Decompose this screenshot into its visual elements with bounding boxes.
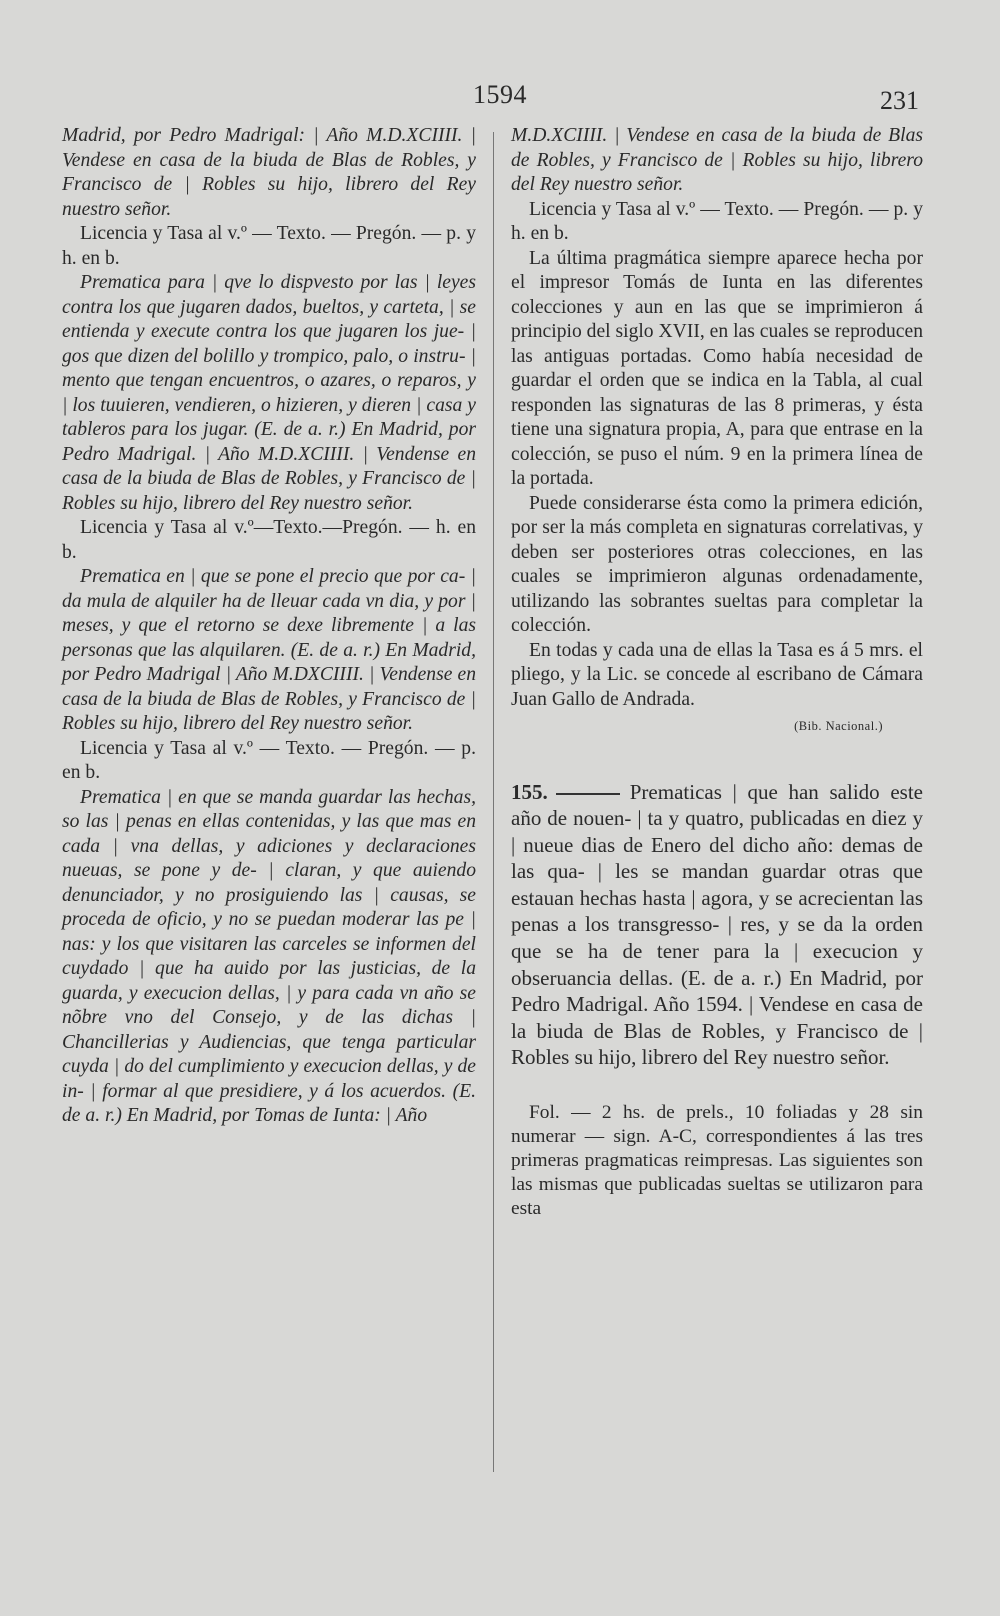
paragraph-folio-note: Fol. — 2 hs. de prels., 10 foliadas y 28 sin numerar — sign. A-C, correspondientes á las tres primeras pragmaticas reimpresas. Las siguientes son las mismas que publicadas sueltas se utilizaron para esta — [511, 1102, 923, 1220]
paragraph-license: Licencia y Tasa al v.º—Texto.—Pregón. — h. en b. — [62, 517, 476, 563]
right-column — [511, 124, 923, 1221]
paragraph-prematica-mula: Prematica en | que se pone el precio que por ca- | da mula de alquiler ha de lleuar cada vn dia, y por | meses, y que el retorno se dexe libremente | a las personas que las alquilaren. (E. de a. r.) En Madrid, por Pedro Madrigal | Año M.DXCIIII. | Vendense en casa de la biuda de Blas de Robles, y Francisco de | Robles su hijo, librero del Rey nuestro señor. — [62, 566, 476, 734]
paragraph-license: Licencia y Tasa al v.º — Texto. — Pregón. — p. en b. — [62, 737, 476, 783]
entry-text: Prematicas | que han salido este año de nouen- | ta y quatro, publicadas en diez y | nueue dias de Enero del dicho año: demas de las qua- | les se mandan guardar otras que estauan hechas hasta | agora, y se acrecientan las penas a los transgresso- | res, y se da la orden que se ha de tener para la | execucion y obseruancia dellas. (E. de a. r.) En Madrid, por Pedro Madrigal. Año 1594. | Vendese en casa de la biuda de Blas de Robles, y Francisco de | Robles su hijo, librero del Rey nuestro señor. — [511, 779, 923, 1070]
paragraph-entry-continuation: M.D.XCIIII. | Vendese en casa de la biuda de Blas de Robles, y Francisco de | Robles su hijo, librero del Rey nuestro señor. — [511, 125, 923, 195]
paragraph-note: En todas y cada una de ellas la Tasa es á 5 mrs. el pliego, y la Lic. se concede al escribano de Cámara Juan Gallo de Andrada. — [511, 639, 923, 710]
paragraph-prematica-guardar: Prematica | en que se manda guardar las hechas, so las | penas en ellas contenidas, y las que mas en cada | vna dellas, y adiciones y declaraciones nueuas, se pone y de- | claran, y que auiendo denunciador, y no prosiguiendo las | causas, se proceda de oficio, y no se puedan moderar las pe | nas: y los que visitaren las carceles se informen del cuydado | que ha auido por las justicias, de la guarda, y execucion dellas, | y para cada vn año se nõbre vno del Consejo, y de las dichas | Chancillerias y Audiencias, que tenga particular cuyda | do del cumplimiento y execucion dellas, y de in- | formar al que presidiere, y á los acuerdos. (E. de a. r.) En Madrid, por Tomas de Iunta: | Año — [62, 786, 476, 1126]
paragraph-note: Puede considerarse ésta como la primera edición, por ser la más completa en signaturas correlativas, y deben ser posteriores otras colecciones, en las cuales se imprimieron algunas ordenadamente, utilizando las sobrantes sueltas para completar la colección. — [511, 492, 923, 636]
entry-number: 155. — [511, 779, 548, 804]
source-reference: (Bib. Nacional.) — [794, 719, 883, 733]
left-column — [62, 124, 476, 1129]
paragraph-license: Licencia y Tasa al v.º — Texto. — Pregón. — p. y h. en b. — [511, 198, 923, 244]
paragraph-note: La última pragmática siempre aparece hecha por el impresor Tomás de Iunta en las diferentes colecciones y aun en las que se imprimieron á principio del siglo XVII, en las cuales se reproducen las antiguas portadas. Como había necesidad de guardar el orden que se indica en la Tabla, al cual responden las signaturas de las 8 primeras, y ésta tiene una signatura propia, A, para que entrase en la colección, se puso el núm. 9 en la primera línea de la portada. — [511, 247, 923, 489]
paragraph-entry-continuation: Madrid, por Pedro Madrigal: | Año M.D.XCIIII. | Vendese en casa de la biuda de Blas de Robles, y Francisco de | Robles su hijo, librero del Rey nuestro señor. — [62, 125, 476, 220]
paragraph-prematica-dados: Prematica para | qve lo dispvesto por las | leyes contra los que jugaren dados, bueltos, y carteta, | se entienda y execute contra los que jugaren los jue- | gos que dizen del bolillo y trompico, palo, o instru- | mento que tengan encuentros, o azares, o reparos, y | los tuuieren, vendieren, o hizieren, y dieren | casa y tableros para los jugar. (E. de a. r.) En Madrid, por Pedro Madrigal. | Año M.D.XCIIII. | Vendense en casa de la biuda de Blas de Robles, y Francisco de | Robles su hijo, librero del Rey nuestro señor. — [62, 272, 476, 514]
column-divider — [493, 132, 494, 1472]
paragraph-license: Licencia y Tasa al v.º — Texto. — Pregón. — p. y h. en b. — [62, 223, 476, 269]
entry-155 — [511, 779, 923, 1072]
page-number: 231 — [880, 86, 919, 115]
page-year-heading: 1594 — [473, 80, 527, 109]
entry-dash — [556, 793, 620, 795]
